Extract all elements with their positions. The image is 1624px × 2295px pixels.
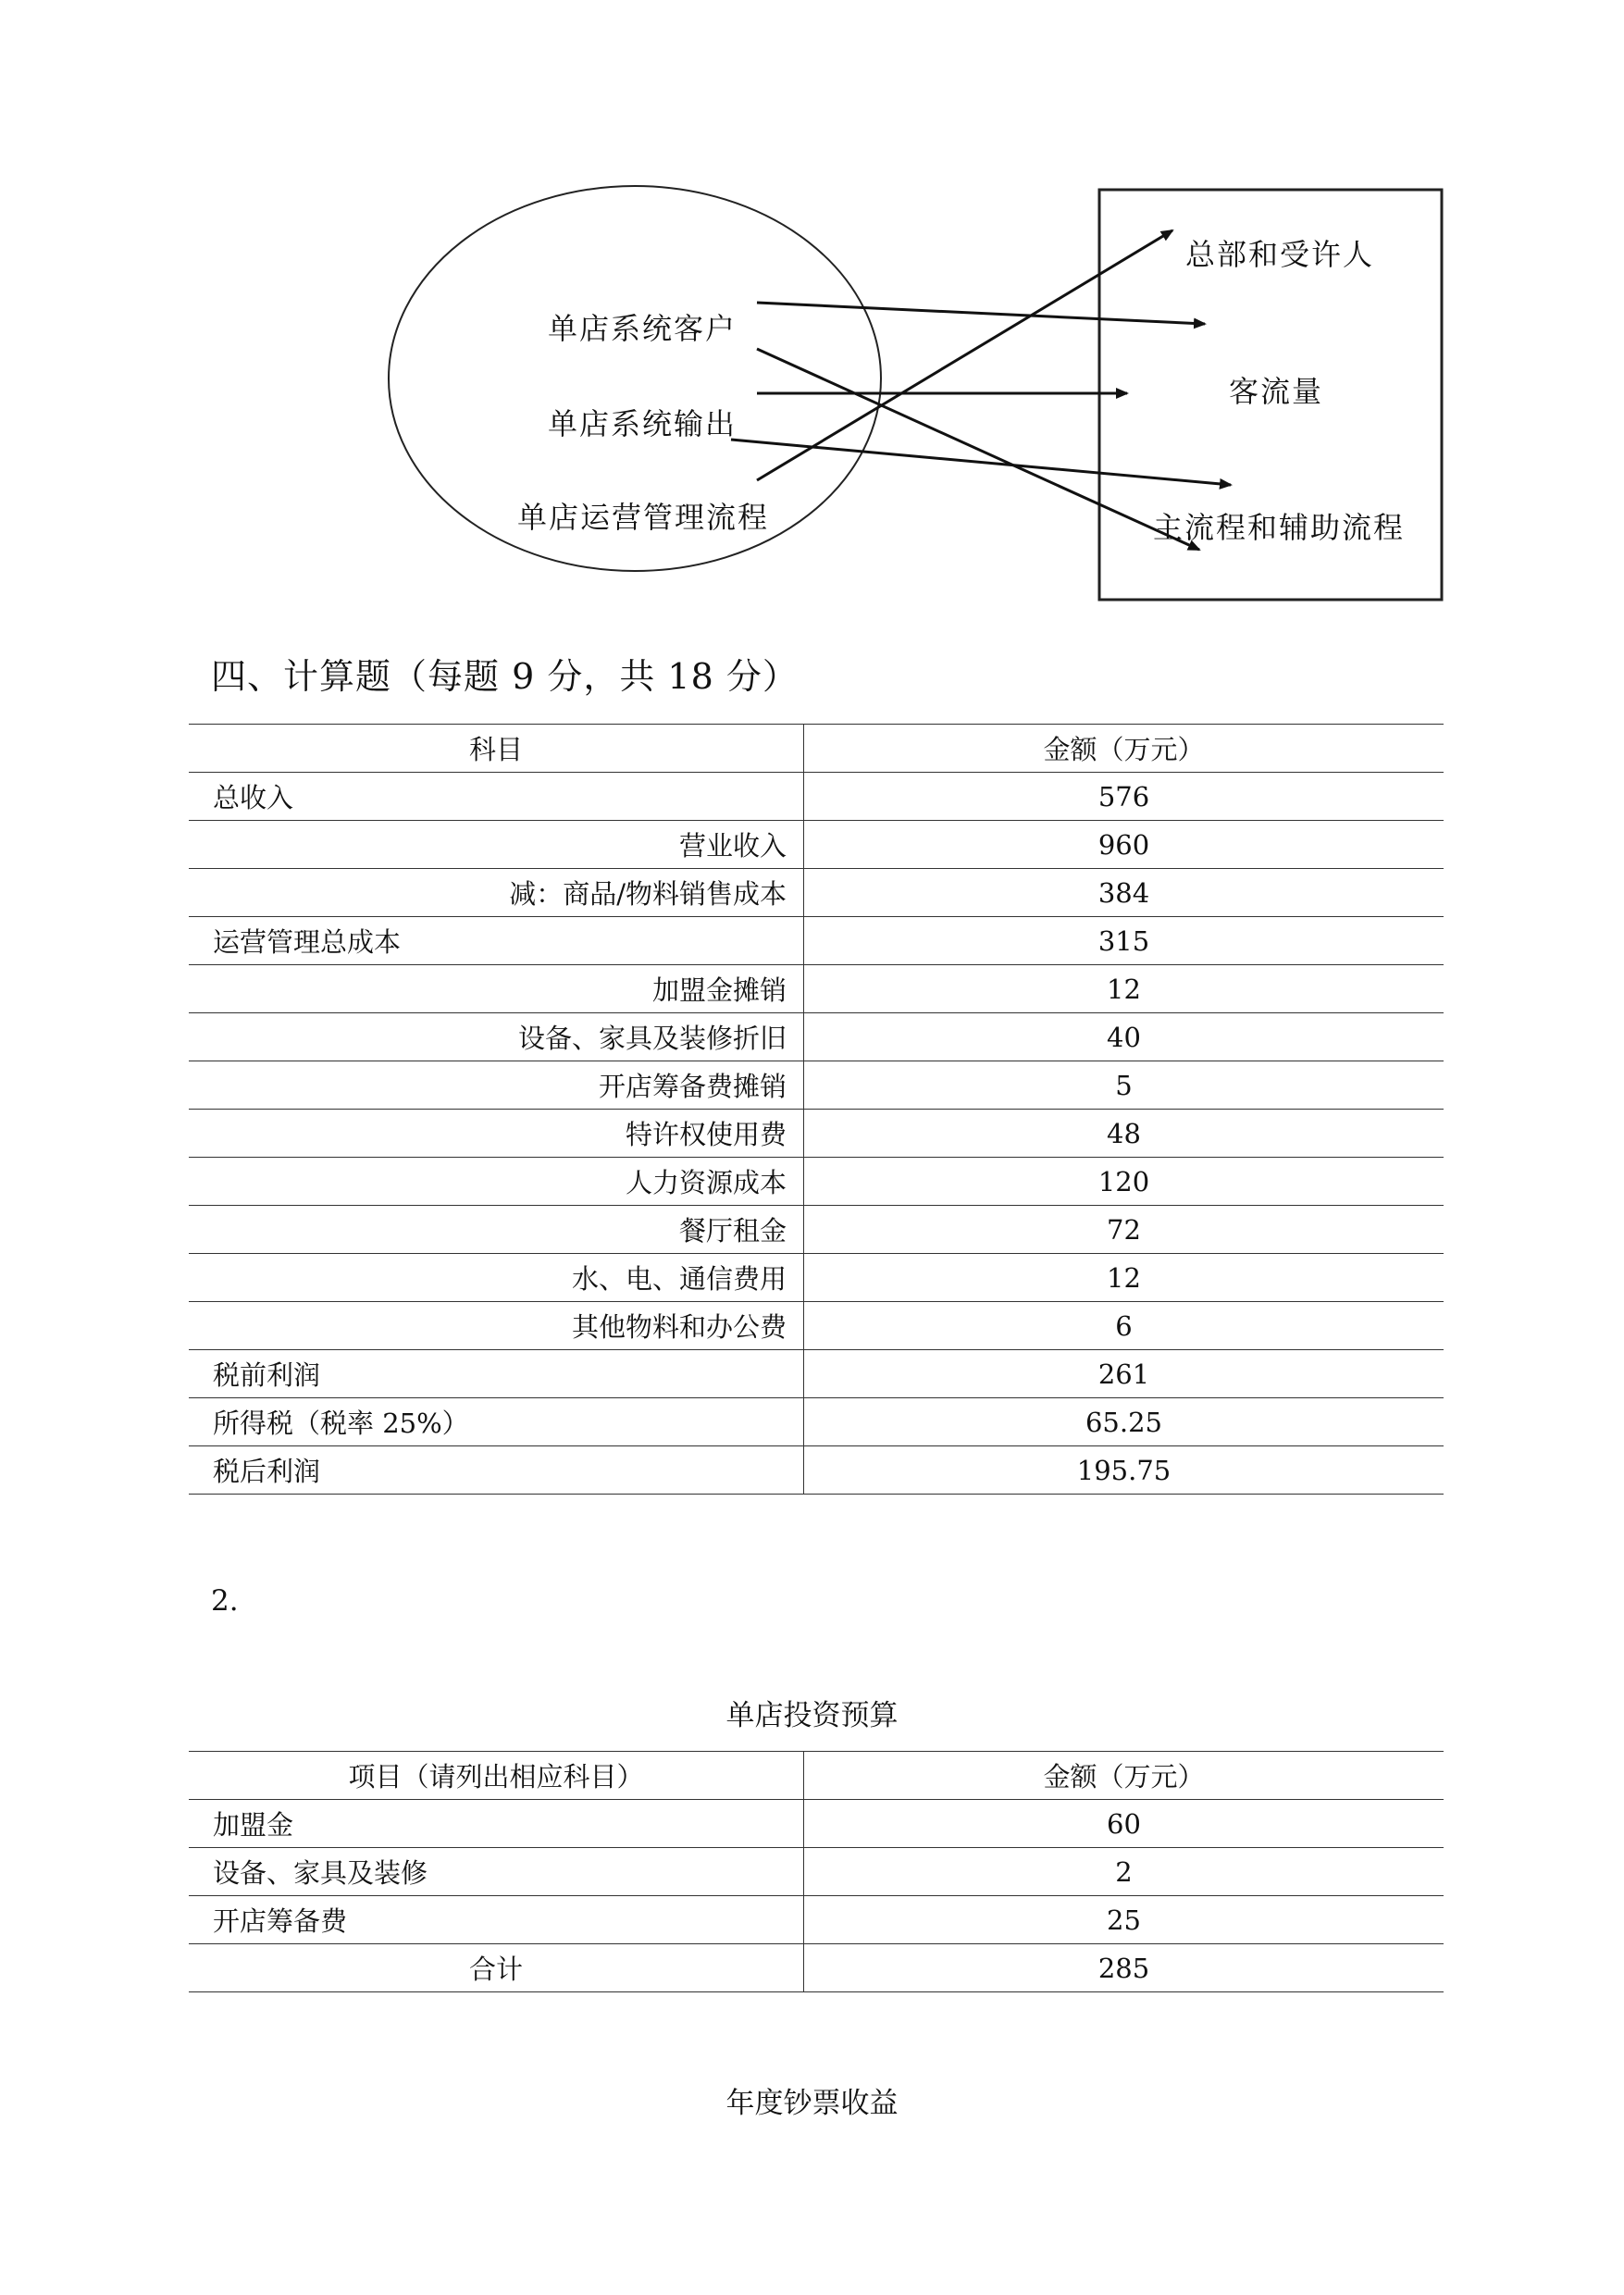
table-row <box>189 965 1444 1013</box>
row-value: 40 <box>804 1013 1444 1061</box>
left-item-operations: 单店运营管理流程 <box>517 500 770 535</box>
left-item-output: 单店系统输出 <box>548 406 738 441</box>
system-mapping-diagram <box>0 0 1624 629</box>
row-label: 税后利润 <box>189 1446 804 1495</box>
row-value: 960 <box>804 821 1444 869</box>
annual-cash-return-title: 年度钞票收益 <box>725 2087 899 2120</box>
row-value: 25 <box>804 1896 1444 1944</box>
question-number: 2. <box>211 1584 239 1618</box>
table-row <box>189 1944 1444 1992</box>
row-label: 人力资源成本 <box>189 1158 804 1206</box>
row-label: 其他物料和办公费 <box>189 1302 804 1350</box>
row-value: 65.25 <box>804 1398 1444 1446</box>
row-label: 水、电、通信费用 <box>189 1254 804 1302</box>
row-label: 税前利润 <box>189 1350 804 1398</box>
row-value: 60 <box>804 1800 1444 1848</box>
arrow-output-to-process <box>731 440 1231 485</box>
row-value: 2 <box>804 1848 1444 1896</box>
row-label: 合计 <box>189 1944 804 1992</box>
row-value: 5 <box>804 1061 1444 1110</box>
header-subject: 科目 <box>189 725 804 773</box>
row-label: 总收入 <box>189 773 804 821</box>
row-value: 72 <box>804 1206 1444 1254</box>
table-row <box>189 1110 1444 1158</box>
row-value: 285 <box>804 1944 1444 1992</box>
table-row <box>189 1848 1444 1896</box>
row-label: 加盟金 <box>189 1800 804 1848</box>
table-row <box>189 869 1444 917</box>
header-amount: 金额（万元） <box>804 725 1444 773</box>
row-label: 设备、家具及装修折旧 <box>189 1013 804 1061</box>
investment-budget-title: 单店投资预算 <box>725 1699 899 1732</box>
row-value: 48 <box>804 1110 1444 1158</box>
table-row <box>189 1896 1444 1944</box>
table-row <box>189 773 1444 821</box>
row-value: 261 <box>804 1350 1444 1398</box>
right-item-traffic: 客流量 <box>1229 374 1324 409</box>
row-label: 开店筹备费摊销 <box>189 1061 804 1110</box>
row-value: 315 <box>804 917 1444 965</box>
row-label: 运营管理总成本 <box>189 917 804 965</box>
table-row <box>189 821 1444 869</box>
section-heading: 四、计算题（每题 9 分，共 18 分） <box>211 656 799 697</box>
table-row <box>189 1013 1444 1061</box>
table-row <box>189 1350 1444 1398</box>
table-row <box>189 1061 1444 1110</box>
row-value: 195.75 <box>804 1446 1444 1495</box>
header-amount: 金额（万元） <box>804 1752 1444 1800</box>
table-row <box>189 1254 1444 1302</box>
row-label: 减：商品/物料销售成本 <box>189 869 804 917</box>
row-label: 开店筹备费 <box>189 1896 804 1944</box>
row-value: 6 <box>804 1302 1444 1350</box>
row-label: 加盟金摊销 <box>189 965 804 1013</box>
row-label: 营业收入 <box>189 821 804 869</box>
profit-table <box>189 724 1444 1495</box>
table-header-row <box>189 725 1444 773</box>
right-item-hq: 总部和受许人 <box>1185 237 1375 272</box>
row-value: 576 <box>804 773 1444 821</box>
table-row <box>189 1800 1444 1848</box>
row-label: 设备、家具及装修 <box>189 1848 804 1896</box>
investment-table <box>189 1751 1444 1992</box>
header-item: 项目（请列出相应科目） <box>189 1752 804 1800</box>
row-label: 所得税（税率 25%） <box>189 1398 804 1446</box>
table-header-row <box>189 1752 1444 1800</box>
table-row <box>189 917 1444 965</box>
row-label: 餐厅租金 <box>189 1206 804 1254</box>
row-label: 特许权使用费 <box>189 1110 804 1158</box>
row-value: 12 <box>804 965 1444 1013</box>
row-value: 120 <box>804 1158 1444 1206</box>
table-row <box>189 1398 1444 1446</box>
table-row <box>189 1158 1444 1206</box>
right-item-process: 主流程和辅助流程 <box>1153 510 1406 545</box>
arrow-customer-to-flow <box>757 303 1205 324</box>
row-value: 12 <box>804 1254 1444 1302</box>
table-row <box>189 1302 1444 1350</box>
left-item-customer: 单店系统客户 <box>548 311 738 346</box>
table-row <box>189 1446 1444 1495</box>
table-row <box>189 1206 1444 1254</box>
row-value: 384 <box>804 869 1444 917</box>
